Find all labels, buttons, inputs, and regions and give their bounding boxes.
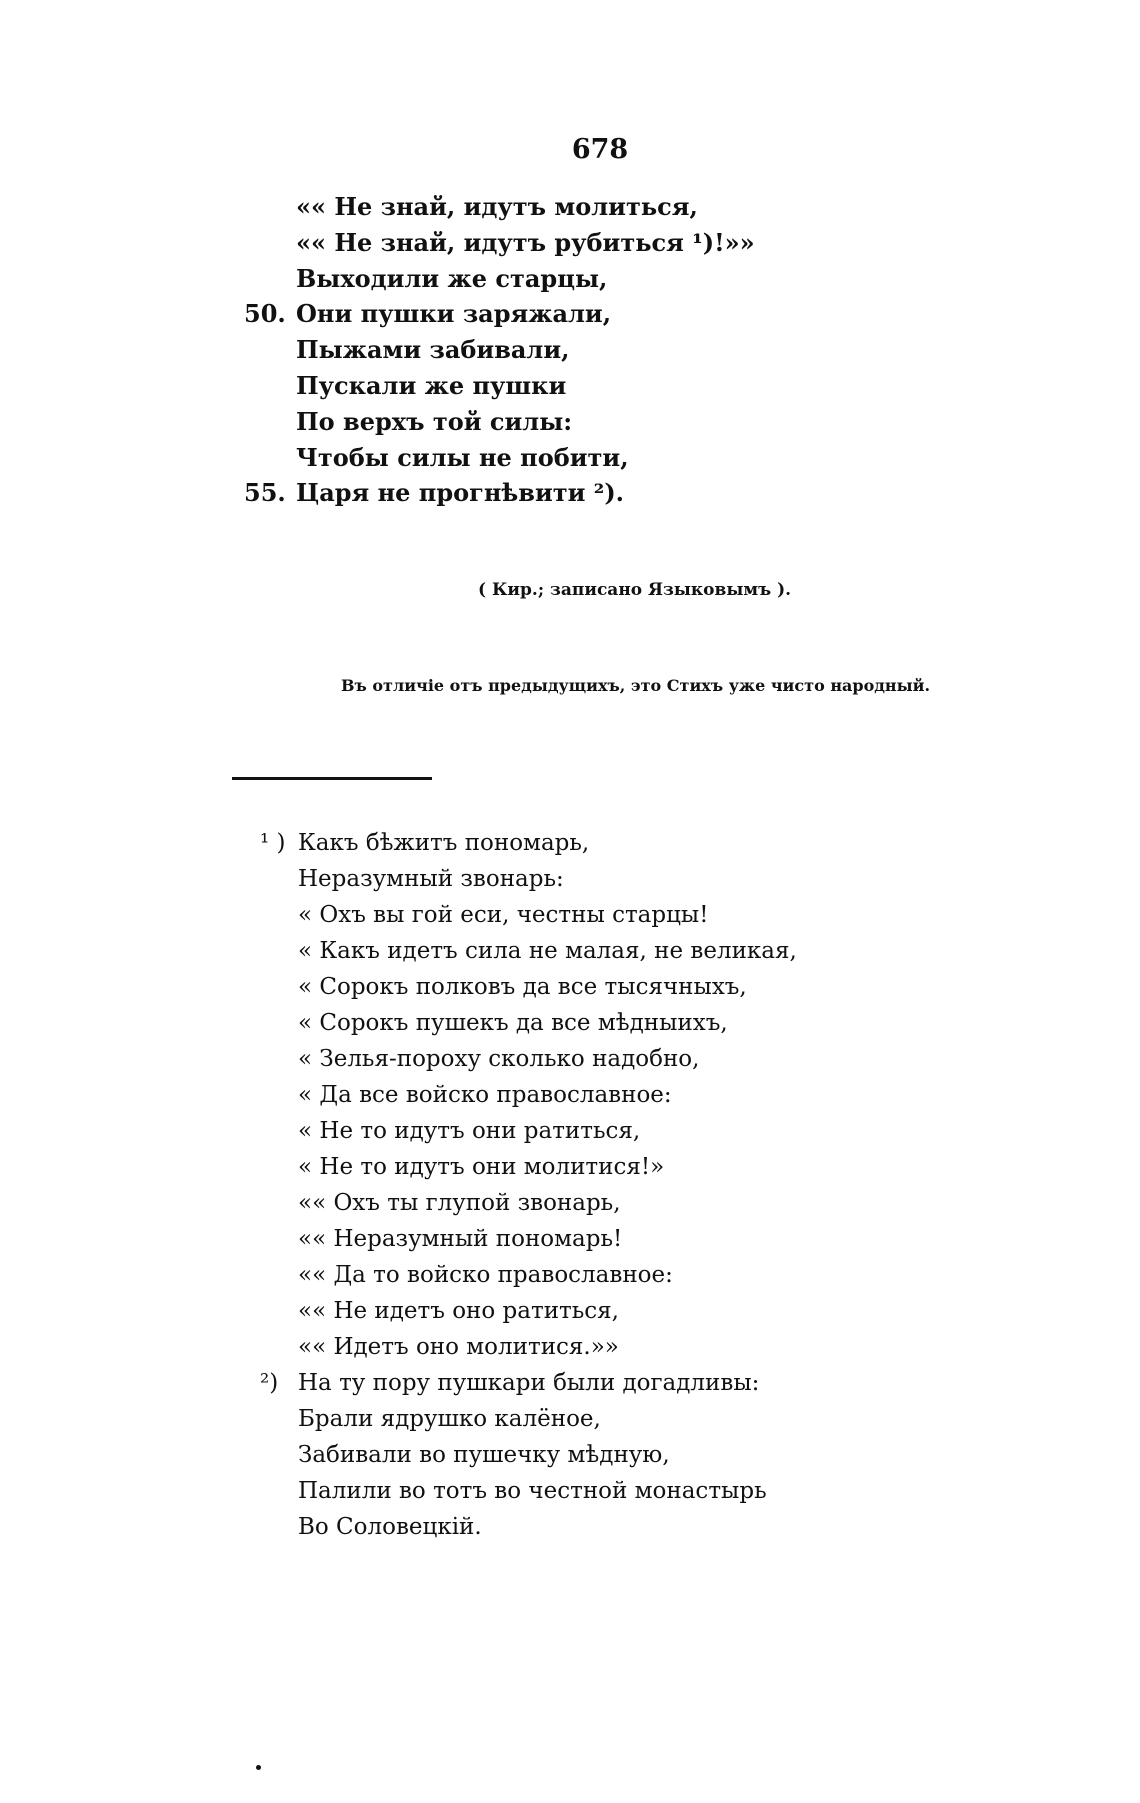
verse-line <box>0 296 1140 332</box>
footnote-text: «« Да то войско православное: <box>298 1262 673 1288</box>
footnote-line <box>0 1293 1140 1329</box>
verse-number: 50. <box>244 299 286 329</box>
footnotes <box>0 825 1140 1545</box>
footnote-text: « Не то идутъ они ратиться, <box>298 1118 641 1144</box>
footnote-line <box>0 969 1140 1005</box>
footnote-line <box>0 1077 1140 1113</box>
footnote-text: « Сорокъ полковъ да все тысячныхъ, <box>298 974 747 1000</box>
footnote-line <box>0 1437 1140 1473</box>
verse-line <box>0 404 1140 440</box>
page-number: 678 <box>571 134 629 165</box>
verse-text: «« Не знай, идутъ рубиться ¹)!»» <box>296 227 755 257</box>
verse-text: Пыжами забивали, <box>296 335 570 365</box>
footnote-text: «« Не идетъ оно ратиться, <box>298 1298 619 1324</box>
footnote-line <box>0 1005 1140 1041</box>
verse-text: Пускали же пушки <box>296 370 567 400</box>
footnote-text: На ту пору пушкари были догадливы: <box>298 1370 760 1396</box>
footnote-text: «« Идетъ оно молитися.»» <box>298 1334 619 1360</box>
verse-line <box>0 368 1140 404</box>
footnote-line <box>0 1509 1140 1545</box>
footnote-text: Брали ядрушко калёное, <box>298 1406 601 1432</box>
footnote-text: « Сорокъ пушекъ да все мѣдныихъ, <box>298 1010 728 1036</box>
footnote-marker: ¹ ) <box>260 830 286 856</box>
verse-text: Выходили же старцы, <box>296 263 608 293</box>
footnote-text: «« Неразумный пономарь! <box>298 1226 623 1252</box>
footnote-line <box>0 1113 1140 1149</box>
footnote-line <box>0 1185 1140 1221</box>
footnote-text: Какъ бѣжитъ пономарь, <box>298 830 590 856</box>
footnote-line <box>0 897 1140 933</box>
footnote-line <box>0 1473 1140 1509</box>
verse-line <box>0 225 1140 261</box>
footnote-text: « Какъ идетъ сила не малая, не великая, <box>298 938 797 964</box>
footnote-text: « Зелья-пороху сколько надобно, <box>298 1046 700 1072</box>
footnote-text: « Да все войско православное: <box>298 1082 672 1108</box>
footnote-line <box>0 1041 1140 1077</box>
verse-number: 55. <box>244 478 286 508</box>
verse-text: Чтобы силы не побити, <box>296 442 629 472</box>
attribution: ( Кир.; записано Языковымъ ). <box>478 580 792 600</box>
footnote-text: Неразумный звонарь: <box>298 866 564 892</box>
footnote-line <box>0 825 1140 861</box>
footnote-line <box>0 933 1140 969</box>
verse-line <box>0 440 1140 476</box>
verse-text: Они пушки заряжали, <box>296 299 612 329</box>
verse-line <box>0 189 1140 225</box>
footnote-line <box>0 861 1140 897</box>
footnote-line <box>0 1221 1140 1257</box>
footnote-line <box>0 1149 1140 1185</box>
verse-text: «« Не знай, идутъ молиться, <box>296 192 698 221</box>
footnote-text: « Не то идутъ они молитися!» <box>298 1154 665 1180</box>
verse-line <box>0 332 1140 368</box>
footnote-line <box>0 1365 1140 1401</box>
ink-speck <box>256 1765 261 1770</box>
verse-text: Царя не прогнѣвити ²). <box>296 478 625 508</box>
verse-block <box>0 189 1140 511</box>
verse-line <box>0 261 1140 297</box>
verse-text: По верхъ той силы: <box>296 406 573 436</box>
footnote-text: «« Охъ ты глупой звонарь, <box>298 1190 621 1216</box>
footnote-line <box>0 1257 1140 1293</box>
footnote-text: Забивали во пушечку мѣдную, <box>298 1442 670 1468</box>
footnote-divider <box>232 777 432 780</box>
footnote-text: Во Соловецкій. <box>298 1514 482 1540</box>
footnote-marker: ²) <box>260 1370 279 1396</box>
editorial-remark: Въ отличіе отъ предыдущихъ, это Стихъ уже чисто народный. <box>341 676 931 695</box>
footnote-text: « Охъ вы гой еси, честны старцы! <box>298 902 709 928</box>
footnote-line <box>0 1329 1140 1365</box>
footnote-line <box>0 1401 1140 1437</box>
verse-line <box>0 475 1140 511</box>
footnote-text: Палили во тотъ во честной монастырь <box>298 1478 767 1504</box>
